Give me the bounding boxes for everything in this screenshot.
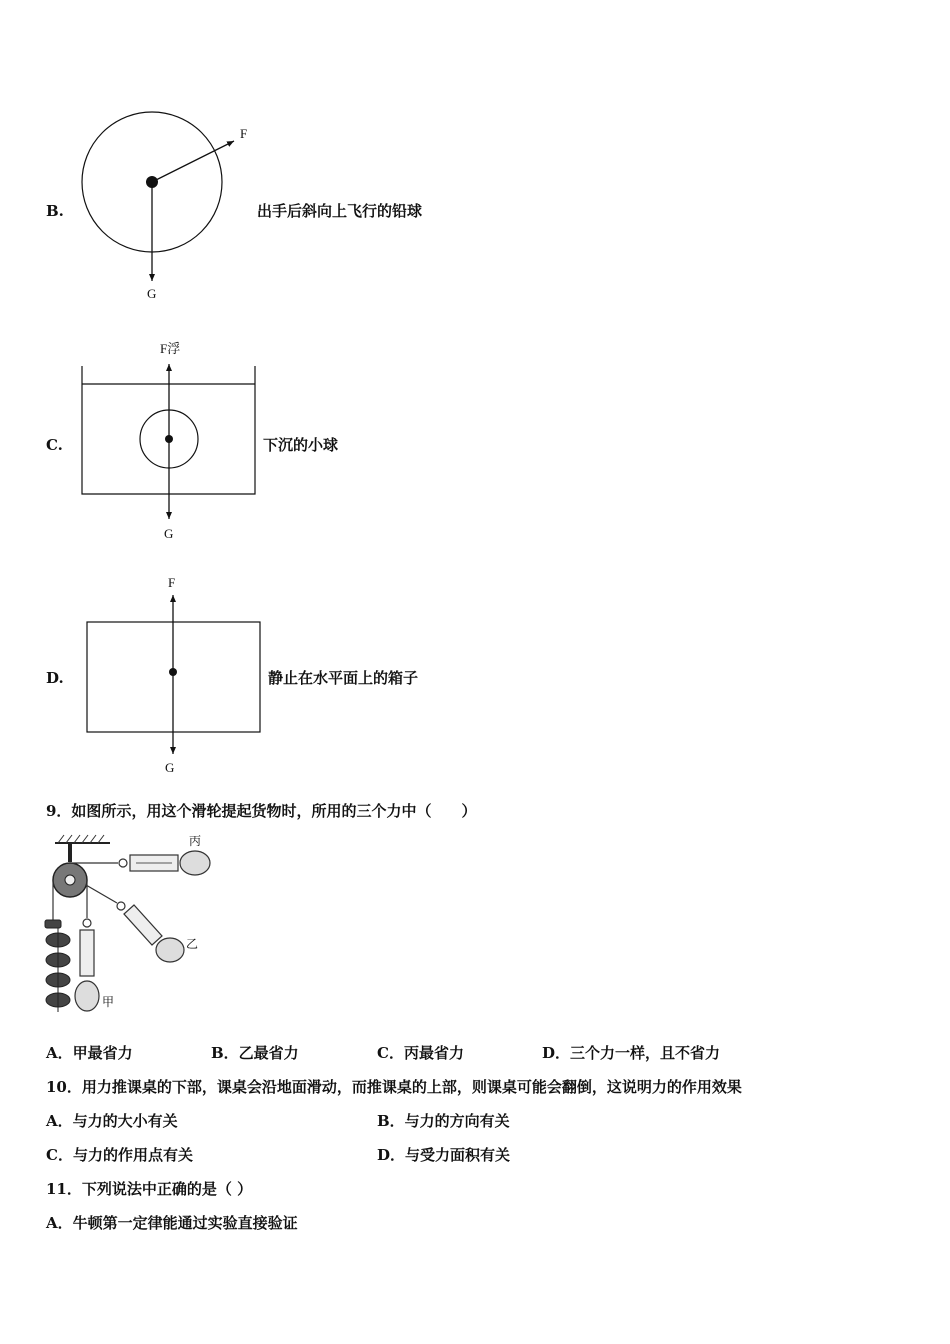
hook-jia: [83, 919, 91, 927]
hand-yi: [156, 938, 184, 962]
option-c-fbuoy-label: F浮: [160, 341, 181, 356]
figure-label-jia: 甲: [102, 995, 115, 1009]
q9-option-a[interactable]: A．甲最省力: [46, 1044, 133, 1062]
q9-option-d[interactable]: D．三个力一样，且不省力: [542, 1044, 721, 1062]
question9-stem: 9．如图所示，用这个滑轮提起货物时，所用的三个力中（ ）: [46, 802, 477, 820]
option-d-g-label: G: [165, 760, 175, 775]
question11-stem: 11．下列说法中正确的是（ ）: [46, 1180, 253, 1198]
option-b-g-label: G: [147, 286, 157, 301]
figure-label-bing: 丙: [189, 834, 202, 848]
pulley-axle: [65, 875, 75, 885]
ceiling-hatching: [58, 835, 104, 843]
q10-option-d[interactable]: D．与受力面积有关: [377, 1146, 511, 1164]
option-b-caption: 出手后斜向上飞行的铅球: [257, 202, 423, 220]
question10-stem: 10．用力推课桌的下部，课桌会沿地面滑动，而推课桌的上部，则课桌可能会翻倒，这说明力的作用效果: [46, 1078, 742, 1096]
spring-scale-jia: [80, 930, 94, 976]
q10-option-b[interactable]: B．与力的方向有关: [377, 1112, 510, 1130]
q9-option-b[interactable]: B．乙最省力: [211, 1044, 299, 1062]
hook-bing: [119, 859, 127, 867]
option-c-letter: C.: [46, 436, 63, 454]
option-c-caption: 下沉的小球: [263, 436, 339, 454]
option-b-f-label: F: [240, 126, 248, 141]
q10-option-a[interactable]: A．与力的大小有关: [46, 1112, 178, 1130]
option-b-letter: B.: [46, 202, 64, 220]
option-c-g-label: G: [164, 526, 174, 541]
option-d-f-label: F: [168, 575, 176, 590]
hand-bing: [180, 851, 210, 875]
q9-option-c[interactable]: C．丙最省力: [377, 1044, 464, 1062]
rope-yi: [86, 885, 117, 903]
option-d-letter: D.: [46, 669, 64, 687]
option-d-caption: 静止在水平面上的箱子: [268, 669, 419, 687]
figure-label-yi: 乙: [186, 937, 199, 951]
spring-scale-yi: [124, 905, 162, 945]
q11-option-a[interactable]: A．牛顿第一定律能通过实验直接验证: [46, 1214, 298, 1232]
q10-option-c[interactable]: C．与力的作用点有关: [46, 1146, 193, 1164]
hand-jia: [75, 981, 99, 1011]
hook-yi: [117, 902, 125, 910]
weight-stack: [45, 920, 70, 1012]
